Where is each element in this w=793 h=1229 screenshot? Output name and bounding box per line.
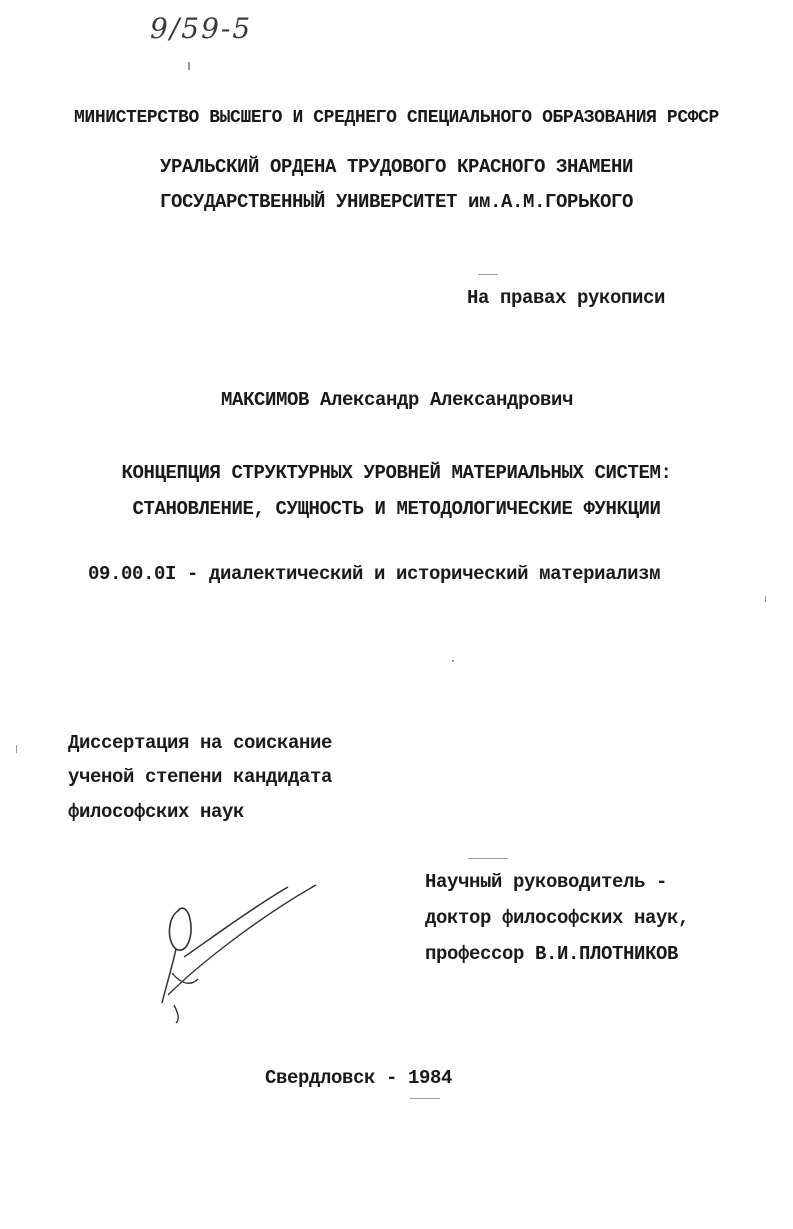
archive-mark-handwritten: 9/59-5 (150, 12, 253, 45)
dissertation-title-line-1: КОНЦЕПЦИЯ СТРУКТУРНЫХ УРОВНЕЙ МАТЕРИАЛЬНЫХ СИСТЕМ: (121, 462, 672, 484)
university-line-2: ГОСУДАРСТВЕННЫЙ УНИВЕРСИТЕТ им.А.М.ГОРЬКОГО (159, 191, 634, 213)
degree-line-3: философских наук (68, 801, 245, 823)
supervisor-line-3: профессор В.И.ПЛОТНИКОВ (425, 943, 679, 965)
ministry-heading: МИНИСТЕРСТВО ВЫСШЕГО И СРЕДНЕГО СПЕЦИАЛЬНОГО ОБРАЗОВАНИЯ РСФСР (74, 108, 719, 128)
scan-speck (478, 274, 498, 275)
place-and-year: Свердловск - 1984 (265, 1067, 453, 1089)
dissertation-title-line-2: СТАНОВЛЕНИЕ, СУЩНОСТЬ И МЕТОДОЛОГИЧЕСКИЕ ФУНКЦИИ (132, 498, 661, 520)
university-line-1: УРАЛЬСКИЙ ОРДЕНА ТРУДОВОГО КРАСНОГО ЗНАМЕНИ (159, 156, 634, 178)
supervisor-line-2: доктор философских наук, (425, 907, 690, 929)
manuscript-note: На правах рукописи (467, 287, 666, 309)
scan-speck (468, 858, 508, 859)
author-name: МАКСИМОВ Александр Александрович (221, 389, 574, 411)
ink-mark (188, 62, 190, 70)
degree-line-1: Диссертация на соискание (68, 732, 333, 754)
scan-speck (452, 660, 454, 662)
scan-speck (765, 596, 766, 602)
specialty-code: 09.00.0I - диалектический и исторический материализм (88, 563, 661, 585)
scan-speck (410, 1098, 440, 1099)
handwritten-signature (150, 875, 330, 1025)
degree-line-2: ученой степени кандидата (68, 766, 333, 788)
scan-speck (16, 745, 17, 753)
supervisor-line-1: Научный руководитель - (425, 871, 668, 893)
